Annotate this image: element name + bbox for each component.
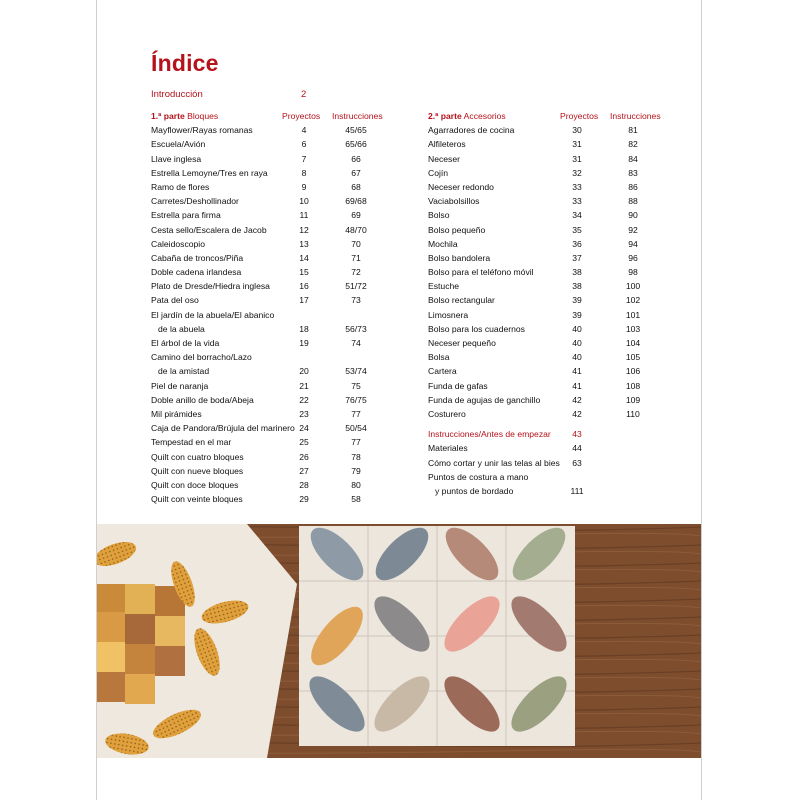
- part1-proyecto-page: 27: [299, 465, 309, 476]
- part1-proyecto-page: 23: [299, 408, 309, 419]
- part1-proyecto-page: 16: [299, 281, 309, 292]
- part1-row: [151, 223, 391, 237]
- part1-row: [151, 336, 391, 350]
- part1-instrucciones-page: 65/66: [345, 139, 367, 150]
- part2-proyecto-page: 33: [572, 181, 582, 192]
- part1-name: Carretes/Deshollinador: [151, 196, 239, 207]
- part2-instrucciones-page: 92: [628, 224, 638, 235]
- instrucciones-header: [428, 427, 678, 441]
- part1-proyecto-page: 10: [299, 196, 309, 207]
- part1-instrucciones-page: 56/73: [345, 323, 367, 334]
- part1-row: [151, 435, 391, 449]
- part2-col-instrucciones: Instrucciones: [610, 111, 661, 121]
- part2-name: Alfileteros: [428, 139, 466, 150]
- part1-row: [151, 180, 391, 194]
- intro-label: Introducción: [151, 89, 203, 100]
- intro-entry: [151, 89, 307, 100]
- part2-name: Bolsa: [428, 352, 450, 363]
- part2-instrucciones-page: 84: [628, 153, 638, 164]
- part1-name: Tempestad en el mar: [151, 437, 232, 448]
- part1-row: [151, 265, 391, 279]
- part2-instrucciones-page: 83: [628, 167, 638, 178]
- part1-instrucciones-page: 70: [351, 238, 361, 249]
- part1-proyecto-page: 4: [301, 125, 307, 136]
- part2-row: [428, 364, 678, 378]
- part1-row: [151, 152, 391, 166]
- part1-row: [151, 492, 391, 506]
- part1-instrucciones-page: 58: [351, 494, 361, 505]
- part1-instrucciones-page: 76/75: [345, 394, 367, 405]
- part2-instrucciones-page: 104: [625, 338, 641, 348]
- part1-name: Estrella Lemoyne/Tres en raya: [151, 167, 268, 178]
- part1-instrucciones-page: 74: [351, 338, 361, 348]
- part1-instrucciones-page: 69: [351, 210, 361, 221]
- part1-heading-num: 1.ª parte: [151, 111, 185, 121]
- part2-proyecto-page: 39: [572, 309, 582, 320]
- part1-instrucciones-page: 67: [351, 167, 361, 178]
- part2-col-proyectos: Proyectos: [560, 111, 599, 121]
- part1-row: [151, 322, 391, 336]
- part2-row: [428, 208, 678, 222]
- part2-instrucciones-page: 110: [626, 408, 640, 419]
- part1-instrucciones-page: 50/54: [345, 423, 367, 434]
- part2-row: [428, 123, 678, 137]
- part2-name: Neceser redondo: [428, 181, 494, 192]
- part2-name: Bolso: [428, 210, 450, 221]
- part2-proyecto-page: 40: [572, 352, 582, 363]
- part1-instrucciones-page: 66: [351, 153, 361, 164]
- part2-name: Neceser: [428, 153, 460, 164]
- part1-row: [151, 478, 391, 492]
- part2-instrucciones-page: 103: [625, 323, 641, 334]
- part2-row: [428, 265, 678, 279]
- part1-row: [151, 208, 391, 222]
- part1-col-instrucciones: Instrucciones: [332, 111, 383, 121]
- part1-instrucciones-page: 45/65: [345, 125, 367, 136]
- part2-name: Bolso para los cuadernos: [428, 323, 525, 334]
- part1-col-proyectos: Proyectos: [282, 111, 321, 121]
- part2-proyecto-page: 36: [572, 238, 582, 249]
- part2-proyecto-page: 34: [572, 210, 582, 221]
- part1-instrucciones-page: 73: [351, 295, 361, 306]
- part1-name: Camino del borracho/Lazo: [151, 352, 252, 363]
- part2-proyecto-page: 35: [572, 224, 582, 235]
- part1-proyecto-page: 12: [299, 224, 309, 235]
- page-title: Índice: [151, 50, 219, 76]
- part1-row: [151, 166, 391, 180]
- part2-row: [428, 194, 678, 208]
- part1-name: Quilt con doce bloques: [151, 479, 239, 490]
- part1-row: [151, 393, 391, 407]
- part2-name: Estuche: [428, 281, 460, 292]
- instrucciones-name: Puntos de costura a mano: [428, 471, 529, 482]
- part2-header: [428, 109, 678, 123]
- part1-rows: [151, 123, 391, 506]
- part2-proyecto-page: 41: [572, 366, 582, 377]
- part2-name: Bolso para el teléfono móvil: [428, 267, 534, 278]
- instrucciones-proyecto-page: 44: [572, 443, 582, 454]
- part1-name: Caleidoscopio: [151, 238, 205, 249]
- part1-instrucciones-page: 79: [351, 465, 361, 476]
- part1-name: Doble cadena irlandesa: [151, 267, 242, 278]
- part1-instrucciones-page: 69/68: [345, 196, 367, 207]
- part2-proyecto-page: 38: [572, 267, 582, 278]
- part1-row: [151, 379, 391, 393]
- part2-name: Vaciabolsillos: [428, 196, 480, 207]
- part1-name: Piel de naranja: [151, 380, 209, 391]
- part2-row: [428, 180, 678, 194]
- part2-name: Funda de agujas de ganchillo: [428, 394, 541, 405]
- instrucciones-proyecto-page: 111: [570, 485, 584, 496]
- part1-proyecto-page: 14: [299, 252, 309, 263]
- part1-row: [151, 407, 391, 421]
- part2-proyecto-page: 42: [572, 408, 582, 419]
- part2-name: Cartera: [428, 366, 457, 377]
- part1-heading-name: Bloques: [187, 111, 219, 121]
- part1-name: El jardín de la abuela/El abanico: [151, 309, 275, 320]
- part2-name: Cojín: [428, 167, 449, 178]
- part1-row: [151, 293, 391, 307]
- part1-proyecto-page: 19: [299, 338, 309, 348]
- part1-instrucciones-page: 80: [351, 479, 361, 490]
- part2-heading-num: 2.ª parte: [428, 111, 462, 121]
- part1-name: Mil pirámides: [151, 408, 202, 419]
- part2-instrucciones-page: 100: [625, 281, 641, 292]
- part1-instrucciones-page: 78: [351, 451, 361, 462]
- part1-proyecto-page: 20: [299, 366, 309, 377]
- part2-name: Mochila: [428, 238, 458, 249]
- part1-instrucciones-page: 53/74: [345, 366, 367, 377]
- part2-row: [428, 293, 678, 307]
- part1-name: Escuela/Avión: [151, 139, 206, 150]
- instrucciones-row: [428, 456, 678, 470]
- part2-instrucciones-page: 98: [628, 267, 638, 278]
- part2-row: [428, 223, 678, 237]
- part1-row: [151, 421, 391, 435]
- part1-row: [151, 450, 391, 464]
- book-page: [96, 0, 702, 800]
- part2-proyecto-page: 39: [572, 295, 582, 306]
- part2-row: [428, 379, 678, 393]
- part2-row: [428, 279, 678, 293]
- part1-row: [151, 123, 391, 137]
- part2-instrucciones-page: 94: [628, 238, 638, 249]
- part2-row: [428, 237, 678, 251]
- part2-proyecto-page: 41: [572, 380, 582, 391]
- part1-proyecto-page: 11: [299, 210, 309, 221]
- part1-name: Doble anillo de boda/Abeja: [151, 394, 254, 405]
- part1-instrucciones-page: 72: [351, 267, 361, 278]
- part1-row: [151, 137, 391, 151]
- part2-column: [428, 109, 678, 498]
- part2-instrucciones-page: 96: [628, 252, 638, 263]
- part2-row: [428, 350, 678, 364]
- part1-proyecto-page: 26: [299, 451, 309, 462]
- part1-row: [151, 464, 391, 478]
- part1-row: [151, 251, 391, 265]
- part2-row: [428, 166, 678, 180]
- part1-name: Llave inglesa: [151, 153, 202, 164]
- left-quilt-block: [97, 524, 297, 758]
- part1-proyecto-page: 15: [299, 267, 309, 278]
- part2-name: Limosnera: [428, 309, 469, 320]
- part2-row: [428, 152, 678, 166]
- part1-proyecto-page: 25: [299, 437, 309, 448]
- part2-row: [428, 322, 678, 336]
- part2-proyecto-page: 32: [572, 167, 582, 178]
- part1-instrucciones-page: 51/72: [345, 281, 367, 292]
- instrucciones-row: [428, 441, 678, 455]
- instrucciones-name: Cómo cortar y unir las telas al bies: [428, 457, 560, 468]
- part2-instrucciones-page: 105: [625, 352, 641, 363]
- part2-row: [428, 393, 678, 407]
- part1-proyecto-page: 8: [301, 167, 307, 178]
- part1-instrucciones-page: 48/70: [345, 224, 367, 235]
- part2-name: Costurero: [428, 408, 466, 419]
- part1-name: de la amistad: [158, 366, 210, 377]
- part1-name: El árbol de la vida: [151, 338, 220, 348]
- part1-proyecto-page: 7: [301, 153, 307, 164]
- part1-name: de la abuela: [158, 323, 205, 334]
- part1-row: [151, 194, 391, 208]
- part2-row: [428, 251, 678, 265]
- part1-row: [151, 237, 391, 251]
- part2-proyecto-page: 31: [572, 139, 582, 150]
- part1-instrucciones-page: 75: [351, 380, 361, 391]
- part2-instrucciones-page: 82: [628, 139, 638, 150]
- part2-proyecto-page: 40: [572, 323, 582, 334]
- instrucciones-page: 43: [572, 429, 582, 440]
- part2-instrucciones-page: 108: [625, 380, 641, 391]
- instrucciones-row: [428, 484, 678, 498]
- part2-instrucciones-page: 101: [625, 309, 641, 320]
- part1-proyecto-page: 18: [299, 323, 309, 334]
- part1-name: Ramo de flores: [151, 181, 210, 192]
- part1-proyecto-page: 6: [301, 139, 307, 150]
- instrucciones-name: Materiales: [428, 443, 468, 454]
- part1-proyecto-page: 29: [299, 494, 309, 505]
- part1-instrucciones-page: 77: [351, 437, 361, 448]
- part2-proyecto-page: 37: [572, 252, 582, 263]
- right-quilt-block: [299, 524, 575, 746]
- instrucciones-rows: [428, 441, 678, 498]
- part2-proyecto-page: 42: [572, 394, 582, 405]
- part2-instrucciones-page: 109: [625, 394, 641, 405]
- part1-name: Quilt con nueve bloques: [151, 465, 244, 476]
- part2-name: Bolso rectangular: [428, 295, 495, 306]
- part1-proyecto-page: 9: [301, 181, 307, 192]
- part1-proyecto-page: 21: [299, 380, 309, 391]
- instrucciones-heading: Instrucciones/Antes de empezar: [428, 429, 551, 440]
- part1-name: Cesta sello/Escalera de Jacob: [151, 224, 267, 235]
- part1-proyecto-page: 22: [299, 394, 309, 405]
- part2-proyecto-page: 40: [572, 338, 582, 348]
- part1-proyecto-page: 24: [299, 423, 309, 434]
- part2-name: Agarradores de cocina: [428, 125, 515, 136]
- quilt-illustration: [97, 524, 702, 758]
- instrucciones-name: y puntos de bordado: [435, 485, 514, 496]
- part2-instrucciones-page: 106: [625, 366, 641, 377]
- part1-name: Caja de Pandora/Brújula del marinero: [151, 423, 295, 434]
- instrucciones-row: [428, 470, 678, 484]
- part1-name: Plato de Dresde/Hiedra inglesa: [151, 281, 270, 292]
- part2-instrucciones-page: 86: [628, 181, 638, 192]
- part1-proyecto-page: 13: [299, 238, 309, 249]
- part1-name: Quilt con cuatro bloques: [151, 451, 244, 462]
- part1-name: Pata del oso: [151, 295, 199, 306]
- part2-proyecto-page: 38: [572, 281, 582, 292]
- part2-proyecto-page: 31: [572, 153, 582, 164]
- part2-row: [428, 137, 678, 151]
- part2-name: Bolso pequeño: [428, 224, 486, 235]
- part2-heading-name: Accesorios: [463, 111, 506, 121]
- part1-proyecto-page: 17: [299, 295, 309, 306]
- part1-row: [151, 350, 391, 364]
- part2-rows: [428, 123, 678, 421]
- part1-row: [151, 364, 391, 378]
- part1-header: [151, 109, 391, 123]
- part1-proyecto-page: 28: [299, 479, 309, 490]
- part1-name: Quilt con veinte bloques: [151, 494, 243, 505]
- part1-name: Estrella para firma: [151, 210, 221, 221]
- part1-row: [151, 308, 391, 322]
- part2-instrucciones-page: 102: [625, 295, 641, 306]
- part2-name: Bolso bandolera: [428, 252, 491, 263]
- part2-instrucciones-page: 90: [628, 210, 638, 221]
- part2-instrucciones-page: 88: [628, 196, 638, 207]
- part2-row: [428, 336, 678, 350]
- part1-name: Cabaña de troncos/Piña: [151, 252, 244, 263]
- part1-instrucciones-page: 77: [351, 408, 361, 419]
- part2-row: [428, 407, 678, 421]
- part2-proyecto-page: 33: [572, 196, 582, 207]
- part2-name: Funda de gafas: [428, 380, 488, 391]
- instrucciones-proyecto-page: 63: [572, 457, 582, 468]
- part1-name: Mayflower/Rayas romanas: [151, 125, 253, 136]
- part2-name: Neceser pequeño: [428, 338, 496, 348]
- part2-instrucciones-page: 81: [628, 125, 638, 136]
- part1-instrucciones-page: 71: [351, 252, 361, 263]
- part1-instrucciones-page: 68: [351, 181, 361, 192]
- part1-row: [151, 279, 391, 293]
- intro-page: 2: [301, 89, 307, 100]
- quilt-photo: [97, 524, 702, 758]
- part2-row: [428, 308, 678, 322]
- part1-column: [151, 109, 391, 506]
- part2-proyecto-page: 30: [572, 125, 582, 136]
